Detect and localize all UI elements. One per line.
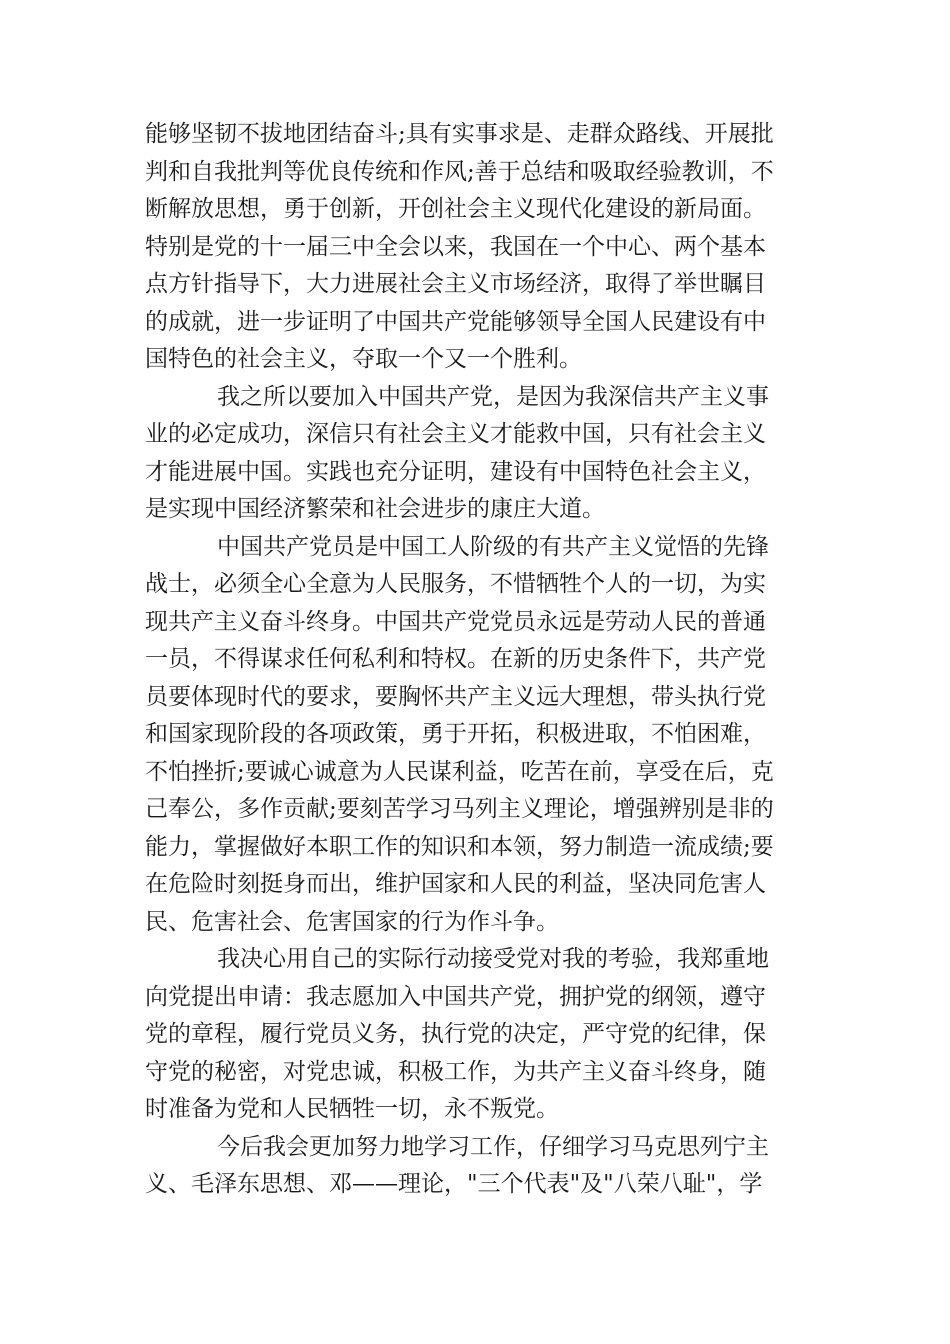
text-line: 的成就，进一步证明了中国共产党能够领导全国人民建设有中 xyxy=(145,308,766,335)
text-line: 特别是党的十一届三中全会以来，我国在一个中心、两个基本 xyxy=(145,233,766,260)
paragraph-first-line: 我之所以要加入中国共产党，是因为我深信共产主义事 xyxy=(217,383,769,410)
text-line: 党的章程，履行党员义务，执行党的决定，严守党的纪律，保 xyxy=(145,1021,766,1047)
text-line: 断解放思想，勇于创新，开创社会主义现代化建设的新局面。 xyxy=(145,196,766,222)
text-line: 现共产主义奋斗终身。中国共产党党员永远是劳动人民的普通 xyxy=(145,608,766,635)
text-line: 业的必定成功，深信只有社会主义才能救中国，只有社会主义 xyxy=(145,421,766,447)
text-line: 点方针指导下，大力进展社会主义市场经济，取得了举世瞩目 xyxy=(145,271,766,297)
text-line: 时准备为党和人民牺牲一切，永不叛党。 xyxy=(145,1096,559,1122)
text-line: 在危险时刻挺身而出，维护国家和人民的利益，坚决同危害人 xyxy=(145,871,766,897)
text-line: 不怕挫折;要诚心诚意为人民谋利益，吃苦在前，享受在后，克 xyxy=(145,758,774,785)
text-line: 能够坚韧不拔地团结奋斗;具有实事求是、走群众路线、开展批 xyxy=(145,121,774,147)
text-line: 国特色的社会主义，夺取一个又一个胜利。 xyxy=(145,346,582,372)
text-line: 民、危害社会、危害国家的行为作斗争。 xyxy=(145,908,559,935)
text-line: 判和自我批判等优良传统和作风;善于总结和吸取经验教训，不 xyxy=(145,158,774,185)
text-line: 和国家现阶段的各项政策，勇于开拓，积极进取，不怕困难， xyxy=(145,721,766,747)
paragraph-first-line: 我决心用自己的实际行动接受党对我的考验，我郑重地 xyxy=(217,946,769,972)
paragraph-first-line: 中国共产党员是中国工人阶级的有共产主义觉悟的先锋 xyxy=(217,533,769,560)
text-line: 员要体现时代的要求，要胸怀共产主义远大理想，带头执行党 xyxy=(145,683,766,710)
text-line: 战士，必须全心全意为人民服务，不惜牺牲个人的一切，为实 xyxy=(145,571,766,597)
text-line: 向党提出申请：我志愿加入中国共产党，拥护党的纲领，遵守 xyxy=(145,983,766,1010)
text-line: 是实现中国经济繁荣和社会进步的康庄大道。 xyxy=(145,496,605,522)
text-line: 守党的秘密，对党忠诚，积极工作，为共产主义奋斗终身，随 xyxy=(145,1058,766,1085)
paragraph-first-line: 今后我会更加努力地学习工作，仔细学习马克思列宁主 xyxy=(217,1133,769,1160)
text-line: 己奉公，多作贡献;要刻苦学习马列主义理论，增强辨别是非的 xyxy=(145,796,774,822)
text-line: 一员，不得谋求任何私利和特权。在新的历史条件下，共产党 xyxy=(145,646,766,672)
document-body xyxy=(145,116,815,1204)
text-line: 义、毛泽东思想、邓——理论，"三个代表"及"八荣八耻"，学 xyxy=(145,1171,763,1197)
text-line: 能力，掌握做好本职工作的知识和本领，努力制造一流成绩;要 xyxy=(145,833,774,860)
text-line: 才能进展中国。实践也充分证明，建设有中国特色社会主义， xyxy=(145,458,766,485)
